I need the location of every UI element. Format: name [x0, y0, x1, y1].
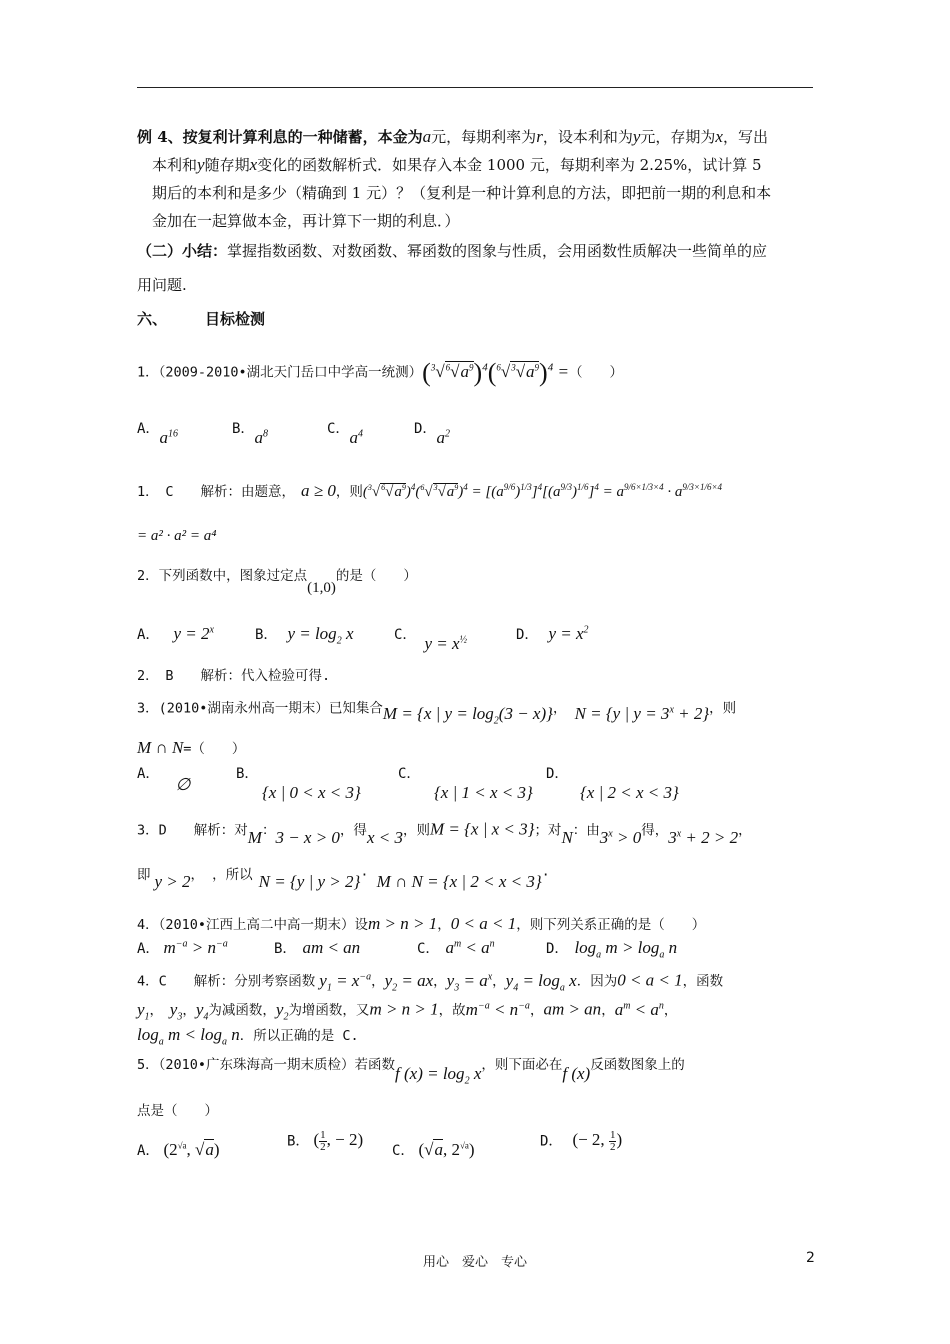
summary-line1: （二）小结：掌握指数函数、对数函数、幂函数的图象与性质，会用函数性质解决一些简单的应 [137, 242, 768, 260]
q3-option-d: D． {x | 2 < x < 3} [546, 766, 679, 802]
q5-option-c: C． (√a, $2^{√a}$) [392, 1140, 475, 1159]
example4-line4: 金加在一起算做本金，再计算下一期的利息．） [152, 212, 460, 230]
q1-option-b: B．$a^8$ [232, 421, 268, 447]
q2-option-b: B． $y = \log_2 x$ [255, 624, 354, 647]
q3-option-b: B． {x | 0 < x < 3} [236, 766, 361, 802]
example4-line1: 例 4、按复利计算利息的一种储蓄，本金为a元，每期利率为r，设本利和为y元，存期为x，写出 [137, 127, 768, 146]
example4-line2: 本利和y随存期x变化的函数解析式．如果存入本金 1000 元，每期利率为 2.25%，试计算 5 [152, 155, 762, 174]
q4-answer-line2: $y_1$， $y_3$，$y_4$为减函数，$y_2$为增函数，又m > n > 1，故$m^{-a} < n^{-a}$，am > an，$a^m < a^n$， [137, 999, 678, 1023]
summary-line2: 用问题. [137, 276, 187, 294]
q2-option-d: D． $y = x^2$ [516, 624, 589, 643]
page-number: 2 [806, 1250, 815, 1266]
q4-option-a: A． $m^{-a} > n^{-a}$ [137, 938, 228, 957]
q1-option-d: D．$a^2$ [414, 421, 450, 447]
q1-stem: 1．（2009-2010•湖北天门岳口中学高一统测）$(^3√^6√a^9)^4(^6√^3√a^9)^4$ =（ ） [137, 357, 623, 387]
q4-option-c: C． $a^m < a^n$ [417, 938, 495, 957]
q4-option-d: D． $\log_a m > \log_a n$ [546, 938, 678, 961]
q5-option-d: D． (− 2, $\frac{1}{2}$ ) [540, 1129, 623, 1153]
q3-option-c: C． {x | 1 < x < 3} [398, 766, 533, 802]
q1-expression: $(^3√^6√a^9)^4(^6√^3√a^9)^4$ = [422, 357, 569, 387]
q4-answer: 4．C 解析：分别考察函数 $y_1 = x^{-a}$，$y_2$ = ax，$y_3 = a^x$，$y_4 = \log_a x$．因为0 < a < 1，函数 [137, 970, 724, 994]
q3-line2: M ∩ N=（ ） [137, 738, 246, 757]
q4-option-b: B． am < an [274, 938, 361, 957]
q2-answer: 2． B 解析：代入检验可得. [137, 668, 331, 684]
section-heading: 六、 目标检测 [137, 310, 266, 328]
q2-stem: 2．下列函数中，图象过定点(1,0)的是（ ） [137, 568, 417, 596]
q1-answer-derivation: $(^3√^6√a^9)^4(^6√^3√a^9)^4 = [(a^{9/6})^{1/3}]^4[(a^{9/3})^{1/6}]^4 = a^{9/6\times 1/3\times 4} \cdot a^{9/3\times 1/6\times 4}$ [362, 482, 723, 500]
example4-line3: 期后的本利和是多少（精确到 1 元）？（复利是一种计算利息的方法，即把前一期的利息和本 [152, 184, 772, 202]
q5-stem: 5．（2010•广东珠海高一期末质检）若函数f $(x) = \log_2 x$，则下面必在f (x)反函数图象上的 [137, 1057, 685, 1087]
q5-option-b: B． ( $\frac{1}{2}$ , − 2) [287, 1129, 364, 1153]
header-rule [137, 87, 813, 88]
q1-answer-line2: = a² · a² = a⁴ [137, 528, 217, 544]
q3-option-a: A．∅ [137, 766, 191, 794]
q3-stem: 3．(2010•湖南永州高一期末）已知集合M = {x | $y = \log_2(3 - x)$}， N = {y | $y = 3^x + 2$}，则 [137, 700, 737, 727]
q2-option-a: A． $y = 2^x$ [137, 624, 214, 643]
q1-option-a: A．$a^{16}$ [137, 421, 178, 447]
q5-line2: 点是（ ） [137, 1103, 218, 1119]
q3-answer-line2: 即 y > 2， ，所以 N = {y | y > 2}· M ∩ N = {x | 2 < x < 3}· [137, 867, 550, 891]
q3-answer: 3．D 解析：对M：3 − x > 0，得x < 3，则M = {x | x < 3}；对N：由$3^x > 0$得，$3^x + 2 > 2$， [137, 819, 752, 847]
q1-answer: 1． C 解析：由题意， a ≥ 0，则$(^3√^6√a^9)^4(^6√^3√a^9)^4 = [(a^{9/6})^{1/3}]^4[(a^{9/3})^{1/6}]^4 = a^{9/6\times 1/3\times 4} \cdot a^{9/3\times 1/6\times 4}$ [137, 481, 723, 500]
q4-answer-line3: $\log_a m < \log_a n$．所以正确的是 C. [137, 1025, 359, 1048]
q1-option-c: C．$a^4$ [327, 421, 363, 447]
q4-stem: 4．（2010•江西上高二中高一期末）设m > n > 1，0 < a < 1，则下列关系正确的是（ ） [137, 914, 706, 933]
q5-option-a: A． ($2^{√a}$, √a) [137, 1140, 220, 1159]
page-footer: 用心 爱心 专心 [422, 1255, 527, 1270]
q2-option-c: C． $y = x^{\frac{1}{2}}$ [394, 627, 467, 653]
